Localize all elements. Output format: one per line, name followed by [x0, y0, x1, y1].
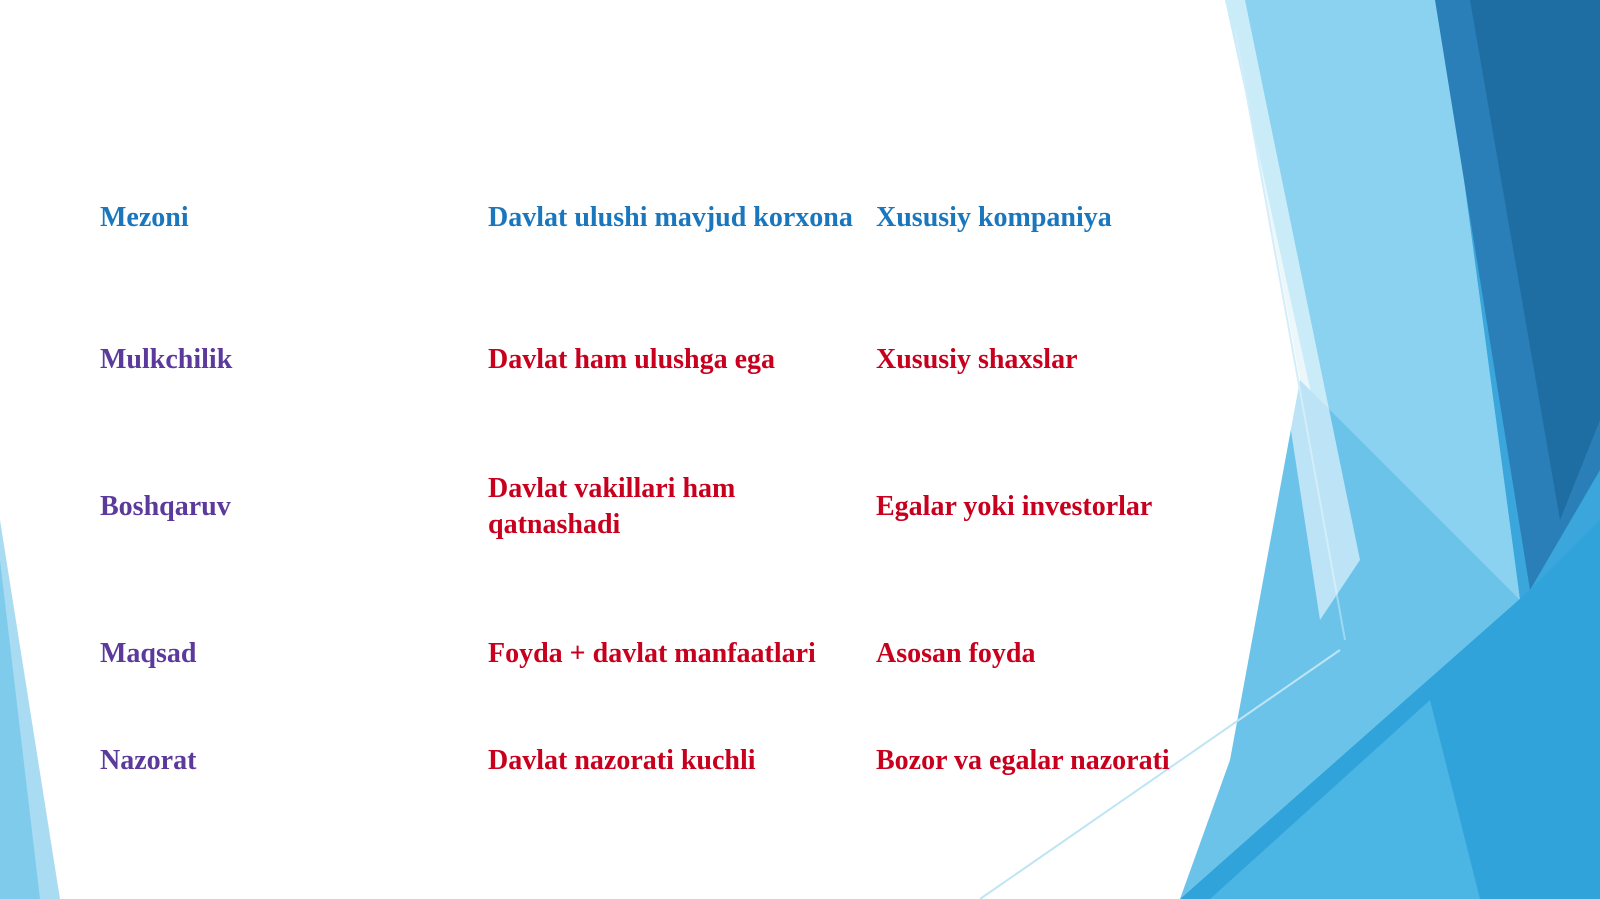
row-state-value: Davlat ham ulushga ega	[488, 344, 776, 375]
table-row	[100, 434, 1280, 580]
header-criterion: Mezoni	[100, 202, 189, 233]
comparison-table	[100, 150, 1280, 794]
row-criterion: Boshqaruv	[100, 491, 231, 522]
table-row	[100, 728, 1280, 794]
row-private-value: Bozor va egalar nazorati	[876, 745, 1170, 776]
row-state-value: Foyda + davlat manfaatlari	[488, 638, 816, 669]
table-row	[100, 580, 1280, 728]
row-private-value: Xususiy shaxslar	[876, 344, 1078, 375]
row-criterion: Maqsad	[100, 638, 197, 669]
table-header-row	[100, 150, 1280, 286]
row-criterion: Nazorat	[100, 745, 197, 776]
row-private-value: Asosan foyda	[876, 638, 1036, 669]
row-state-value: Davlat nazorati kuchli	[488, 745, 756, 776]
row-criterion: Mulkchilik	[100, 344, 233, 375]
row-state-value: Davlat vakillari ham qatnashadi	[488, 473, 736, 540]
header-private-company: Xususiy kompaniya	[876, 202, 1112, 233]
table-row	[100, 286, 1280, 434]
row-private-value: Egalar yoki investorlar	[876, 491, 1153, 522]
header-state-enterprise: Davlat ulushi mavjud korxona	[488, 202, 853, 233]
